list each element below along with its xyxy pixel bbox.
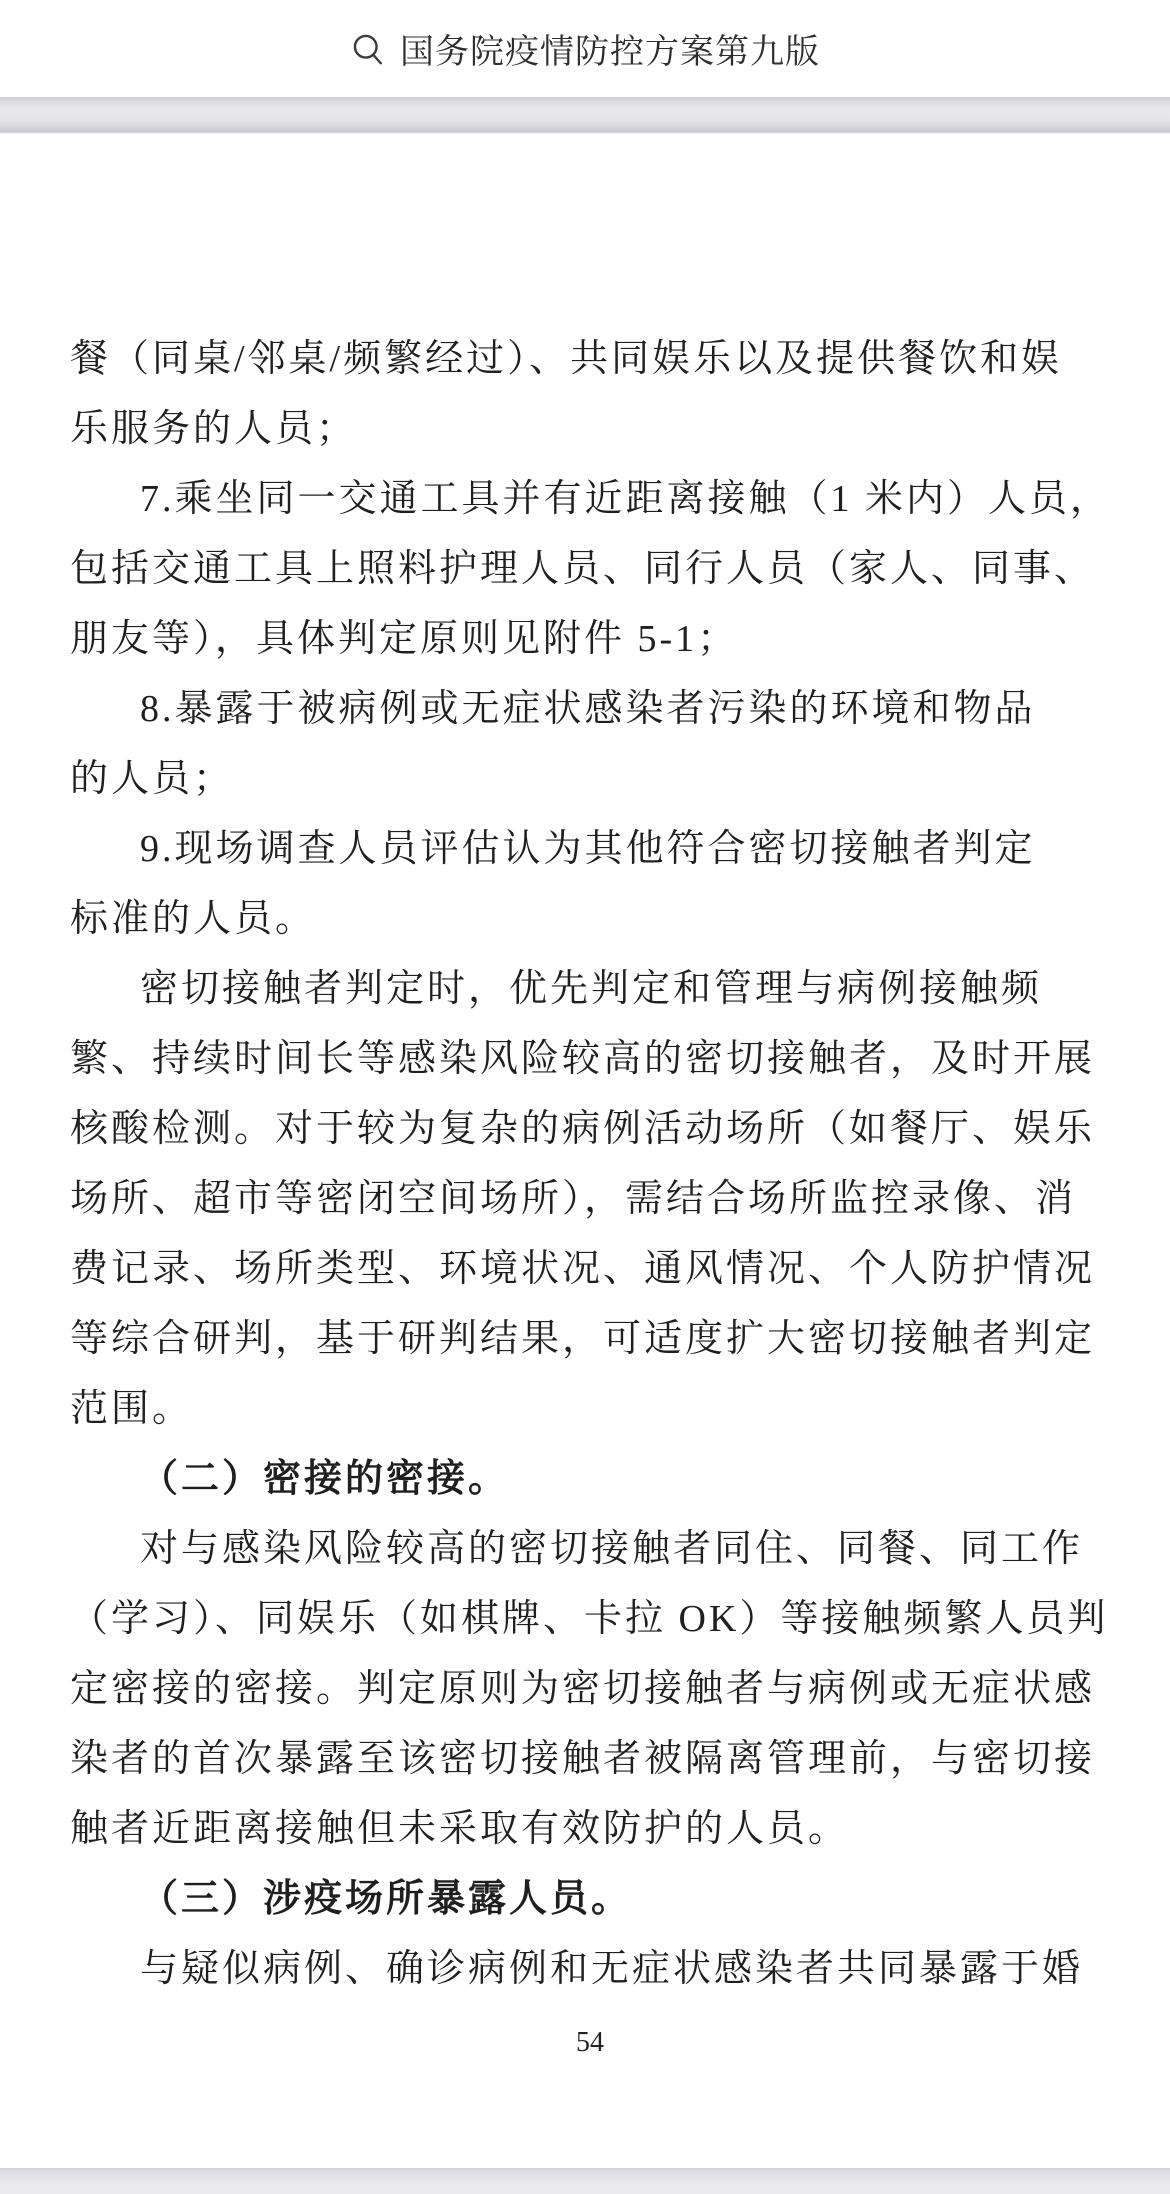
document-page bbox=[0, 133, 1170, 2168]
document-line: 8.暴露于被病例或无症状感染者污染的环境和物品 bbox=[140, 688, 1036, 730]
document-line: 染者的首次暴露至该密切接触者被隔离管理前，与密切接 bbox=[70, 1738, 1096, 1780]
document-heading: （三）涉疫场所暴露人员。 bbox=[140, 1878, 633, 1920]
document-line: 密切接触者判定时，优先判定和管理与病例接触频 bbox=[140, 968, 1043, 1010]
document-line: 对与感染风险较高的密切接触者同住、同餐、同工作 bbox=[140, 1528, 1084, 1570]
document-line: 等综合研判，基于研判结果，可适度扩大密切接触者判定 bbox=[70, 1318, 1096, 1360]
scroll-gap-top bbox=[0, 97, 1170, 133]
document-line: 与疑似病例、确诊病例和无症状感染者共同暴露于婚 bbox=[140, 1948, 1084, 1990]
document-line: 餐（同桌/邻桌/频繁经过）、共同娱乐以及提供餐饮和娱 bbox=[70, 338, 1063, 380]
page-number: 54 bbox=[576, 2027, 604, 2058]
document-line: 包括交通工具上照料护理人员、同行人员（家人、同事、 bbox=[70, 548, 1096, 590]
document-line: 定密接的密接。判定原则为密切接触者与病例或无症状感 bbox=[70, 1668, 1096, 1710]
document-line: 7.乘坐同一交通工具并有近距离接触（1 米内）人员， bbox=[140, 478, 1112, 520]
document-title: 国务院疫情防控方案第九版 bbox=[400, 33, 820, 71]
document-line: 费记录、场所类型、环境状况、通风情况、个人防护情况 bbox=[70, 1248, 1096, 1290]
document-search-header[interactable] bbox=[0, 0, 1170, 97]
document-line: 9.现场调查人员评估认为其他符合密切接触者判定 bbox=[140, 828, 1036, 870]
document-line: 核酸检测。对于较为复杂的病例活动场所（如餐厅、娱乐 bbox=[70, 1108, 1096, 1150]
document-line: 朋友等），具体判定原则见附件 5-1； bbox=[70, 618, 739, 660]
document-line: 乐服务的人员； bbox=[70, 408, 358, 450]
document-line: 标准的人员。 bbox=[70, 898, 317, 940]
document-line: 的人员； bbox=[70, 758, 235, 800]
document-line: 触者近距离接触但未采取有效防护的人员。 bbox=[70, 1808, 850, 1850]
search-icon bbox=[350, 31, 386, 67]
document-line: 范围。 bbox=[70, 1388, 194, 1430]
document-line: 场所、超市等密闭空间场所），需结合场所监控录像、消 bbox=[70, 1178, 1077, 1220]
document-heading: （二）密接的密接。 bbox=[140, 1458, 510, 1500]
scroll-gap-bottom bbox=[0, 2168, 1170, 2194]
document-line: 繁、持续时间长等感染风险较高的密切接触者，及时开展 bbox=[70, 1038, 1096, 1080]
document-line: （学习）、同娱乐（如棋牌、卡拉 OK）等接触频繁人员判 bbox=[70, 1598, 1109, 1640]
